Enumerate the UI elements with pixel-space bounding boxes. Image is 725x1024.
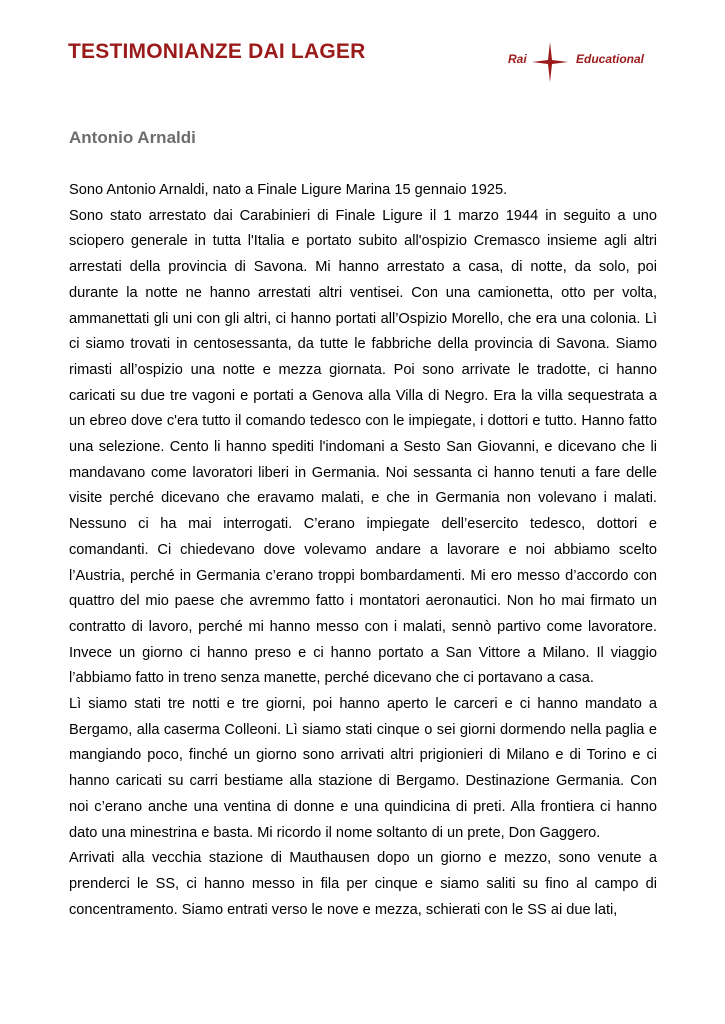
testimony-paragraph: Sono Antonio Arnaldi, nato a Finale Ligure Marina 15 gennaio 1925. bbox=[69, 182, 508, 198]
testimony-body bbox=[69, 178, 657, 923]
witness-name-heading: Antonio Arnaldi bbox=[69, 128, 196, 147]
testimony-paragraph: Sono stato arrestato dai Carabinieri di Finale Ligure il 1 marzo 1944 in seguito a uno sciopero generale in tutta l'Italia e portato subito all'ospizio Cremasco insieme agli altri arrestati della provincia di Savona. Mi hanno arrestato a casa, di notte, da solo, poi durante la notte ne hanno arrestati altri ventisei. Con una camionetta, otto per volta, ammanettati gli uni con gli altri, ci hanno portati all’Ospizio Morello, che era una colonia. Lì ci siamo trovati in centosessanta, da tutte le fabbriche della provincia di Savona. Siamo rimasti all’ospizio una notte e mezza giornata. Poi sono arrivate le tradotte, ci hanno caricati su due tre vagoni e portati a Genova alla Villa di Negro. Era la villa sequestrata a un ebreo dove c'era tutto il comando tedesco con le impiegate, i dottori e tutto. Hanno fatto una selezione. Cento li hanno spediti l'indomani a Sesto San Giovanni, e dicevano che li mandavano come lavoratori liberi in Germania. Noi sessanta ci hanno tenuti a fare delle visite perché dicevano che eravamo malati, e che in Germania non volevano i malati. Nessuno ci ha mai interrogati. C’erano impiegate dell’esercito tedesco, dottori e comandanti. Ci chiedevano dove volevamo andare a lavorare e noi abbiamo scelto l’Austria, perché in Germania c’erano troppi bombardamenti. Mi ero messo d’accordo con quattro del mio paese che avremmo fatto i montatori aeronautici. Non ho mai firmato un contratto di lavoro, perché mi hanno messo con i malati, sennò partivo come lavoratore. Invece un giorno ci hanno preso e ci hanno portato a San Vittore a Milano. Il viaggio l’abbiamo fatto in treno senza manette, perché dicevano che ci portavano a casa. bbox=[69, 207, 657, 687]
rai-educational-logo bbox=[508, 42, 658, 82]
testimony-paragraph: Arrivati alla vecchia stazione di Mauthausen dopo un giorno e mezzo, sono venute a prenderci le SS, ci hanno messo in fila per cinque e siamo saliti su fino al campo di concentramento. Siamo entrati verso le nove e mezza, schierati con le SS ai due lati, bbox=[69, 850, 657, 918]
logo-rai-text: Rai bbox=[508, 52, 527, 66]
testimony-paragraph: Lì siamo stati tre notti e tre giorni, poi hanno aperto le carceri e ci hanno mandato a Bergamo, alla caserma Colleoni. Lì siamo stati cinque o sei giorni dormendo nella paglia e mangiando poco, finché un giorno sono arrivati altri prigionieri di Milano e di Torino e ci hanno caricati su carri bestiame alla stazione di Bergamo. Destinazione Germania. Con noi c’erano anche una ventina di donne e una quindicina di preti. Alla frontiera ci hanno dato una minestrina e basta. Mi ricordo il nome soltanto di un prete, Don Gaggero. bbox=[69, 696, 657, 841]
document-header-title: TESTIMONIANZE DAI LAGER bbox=[68, 40, 366, 63]
rai-star-icon bbox=[532, 42, 568, 82]
logo-educational-text: Educational bbox=[576, 52, 645, 66]
